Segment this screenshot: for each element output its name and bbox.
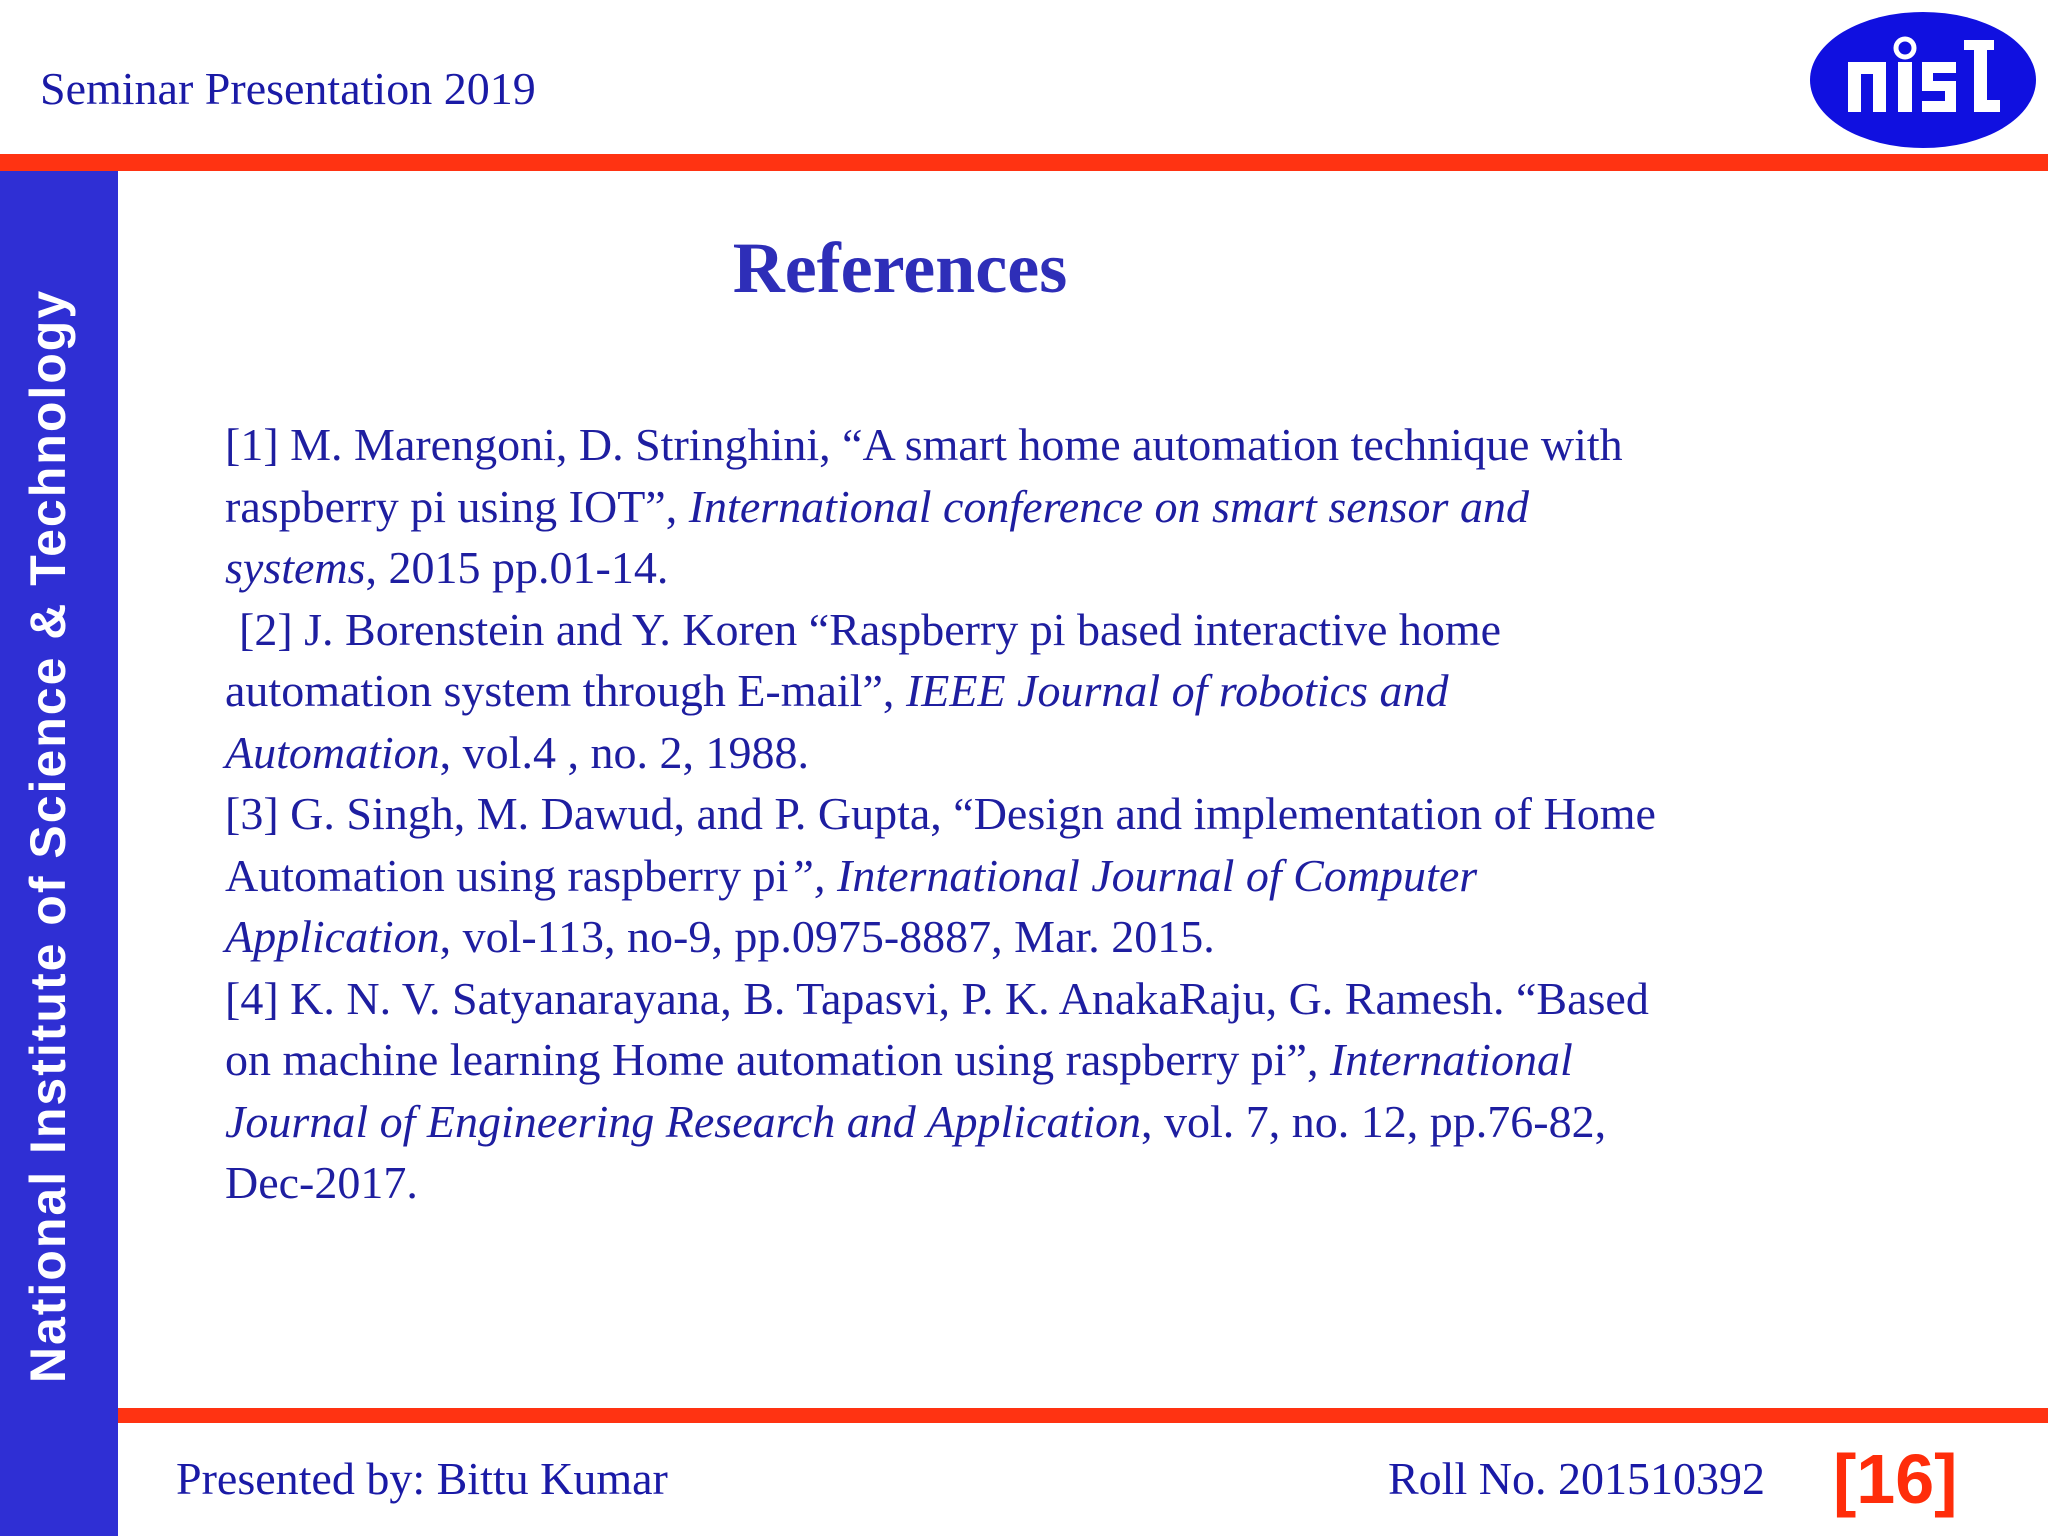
nist-logo: [1808, 10, 2038, 150]
reference-line: [225, 1152, 1905, 1214]
bottom-divider: [118, 1408, 2048, 1423]
reference-italic-text: ”, International Journal of Computer: [788, 849, 1478, 901]
reference-line: [225, 845, 1905, 907]
reference-text: [2] J. Borenstein and Y. Koren “Raspberry pi based interactive home: [239, 603, 1502, 655]
reference-line: [225, 1091, 1905, 1153]
reference-line: [225, 1029, 1905, 1091]
reference-line: [225, 722, 1905, 784]
reference-italic-text: systems: [225, 542, 366, 593]
roll-number: Roll No. 201510392: [1388, 1453, 1765, 1504]
reference-italic-text: IEEE Journal of robotics and: [905, 665, 1449, 716]
presentation-header-title: Seminar Presentation 2019: [40, 63, 536, 114]
reference-line: [225, 968, 1905, 1030]
reference-italic-text: International: [1329, 1034, 1573, 1085]
reference-line: [225, 599, 1905, 661]
reference-text: [1] M. Marengoni, D. Stringhini, “A smart home automation technique with: [225, 419, 1623, 470]
reference-line: [225, 537, 1905, 599]
top-divider: [0, 154, 2048, 171]
reference-text: , vol-113, no-9, pp.0975-8887, Mar. 2015.: [439, 911, 1215, 962]
reference-line: [225, 476, 1905, 538]
reference-text: [3] G. Singh, M. Dawud, and P. Gupta, “Design and implementation of Home: [225, 788, 1656, 839]
reference-text: [4] K. N. V. Satyanarayana, B. Tapasvi, P. K. AnakaRaju, G. Ramesh. “Based: [225, 972, 1649, 1024]
institute-name: National Institute of Science & Technology: [20, 288, 76, 1384]
reference-text: on machine learning Home automation using raspberry pi”,: [225, 1034, 1330, 1085]
reference-line: [225, 906, 1905, 968]
reference-italic-text: Application: [225, 911, 440, 962]
reference-text: Dec-2017.: [225, 1157, 418, 1208]
reference-text: , vol. 7, no. 12, pp.76-82,: [1141, 1095, 1607, 1147]
references-list: [225, 414, 1905, 1214]
reference-text: raspberry pi using IOT”,: [225, 480, 689, 532]
reference-line: [225, 783, 1905, 845]
reference-line: [225, 414, 1905, 476]
slide-page-number: [16]: [1833, 1440, 1958, 1518]
reference-line: [225, 660, 1905, 722]
reference-text: , vol.4 , no. 2, 1988.: [439, 726, 809, 778]
presenter-name: Presented by: Bittu Kumar: [176, 1453, 668, 1504]
reference-italic-text: International conference on smart sensor and: [688, 480, 1529, 532]
slide-title: References: [732, 228, 1068, 308]
reference-text: automation system through E-mail”,: [225, 665, 906, 716]
reference-italic-text: Automation: [225, 726, 440, 778]
reference-italic-text: Journal of Engineering Research and Application: [225, 1095, 1142, 1147]
reference-text: , 2015 pp.01-14.: [365, 542, 669, 593]
reference-text: Automation using raspberry pi: [225, 849, 789, 901]
